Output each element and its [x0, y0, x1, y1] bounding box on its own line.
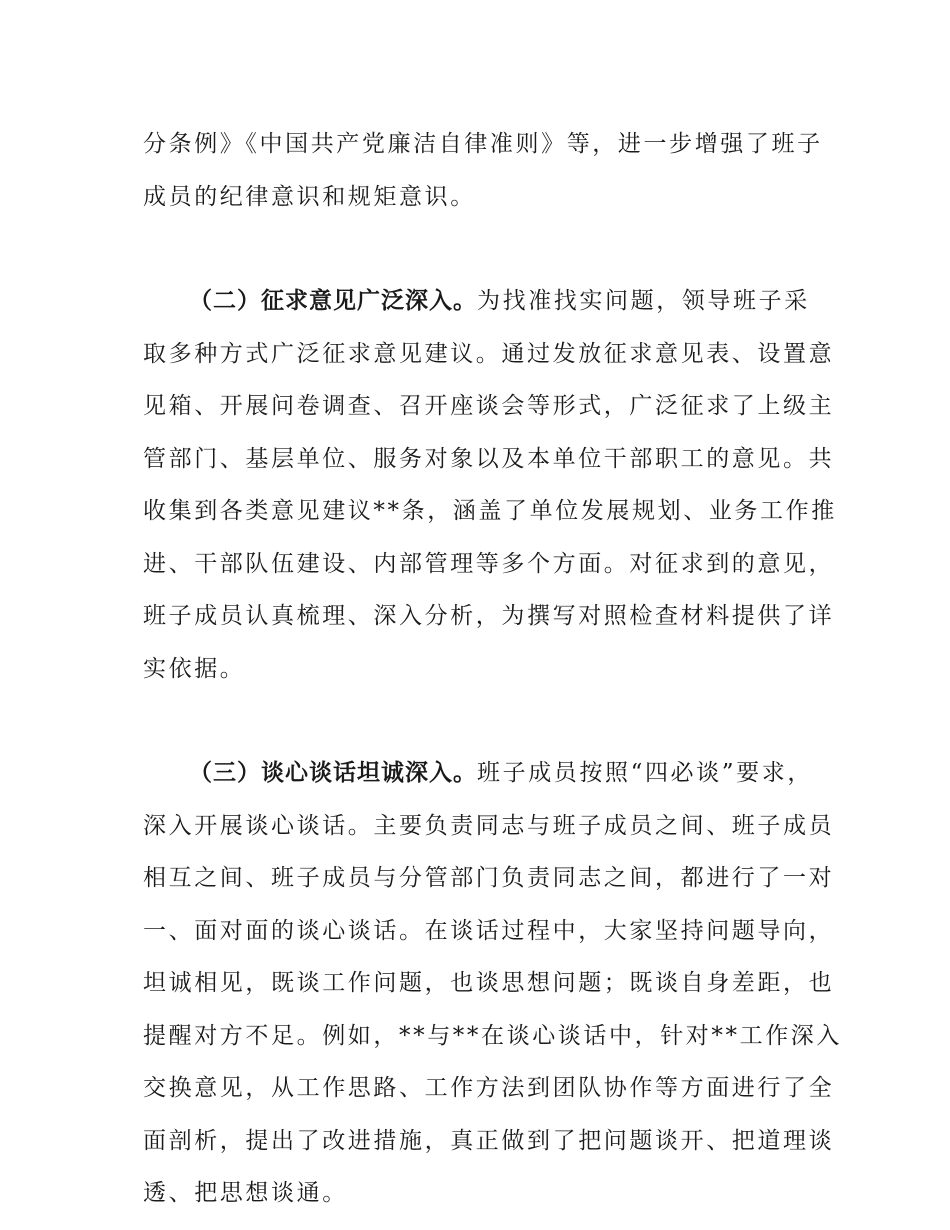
section-heading: （二）征求意见广泛深入。 [189, 288, 477, 314]
text-line: 分条例》《中国共产党廉洁自律准则》等，进一步增强了班子 [143, 131, 823, 157]
text-line: 交换意见，从工作思路、工作方法到团队协作等方面进行了全 [143, 1075, 835, 1101]
text-line: 进、干部队伍建设、内部管理等多个方面。对征求到的意见， [143, 550, 835, 577]
document-body [143, 118, 842, 1220]
text-line: 实依据。 [143, 655, 246, 682]
section-heading: （三）谈心谈话坦诚深入。 [189, 760, 477, 786]
paragraph-gap [143, 223, 823, 275]
paragraph-first-line [143, 747, 823, 800]
text-line: 透、把思想谈通。 [143, 1180, 348, 1206]
text-line: 班子成员认真梳理、深入分析，为撰写对照检查材料提供了详 [143, 603, 835, 629]
text-line: 提醒对方不足。例如，**与**在谈心谈话中，针对**工作深入 [143, 1022, 842, 1049]
text-line: 见箱、开展问卷调查、召开座谈会等形式，广泛征求了上级主 [143, 393, 835, 419]
text-run: 为找准找实问题，领导班子采 [477, 288, 810, 314]
text-line: 深入开展谈心谈话。主要负责同志与班子成员之间、班子成员 [143, 812, 835, 839]
text-line: 收集到各类意见建议**条，涵盖了单位发展规划、业务工作推 [143, 498, 837, 524]
paragraph-continuation [143, 118, 823, 223]
text-run: 班子成员按照“四必谈”要求， [477, 760, 813, 786]
paragraph-section-3 [143, 747, 842, 1220]
text-line: 相互之间、班子成员与分管部门负责同志之间，都进行了一对 [143, 865, 835, 891]
paragraph-gap [143, 695, 823, 747]
text-line: 取多种方式广泛征求意见建议。通过发放征求意见表、设置意 [143, 340, 835, 367]
paragraph-section-2 [143, 275, 837, 695]
paragraph-first-line [143, 275, 823, 328]
text-line: 坦诚相见，既谈工作问题，也谈思想问题；既谈自身差距，也 [143, 970, 835, 996]
text-line: 管部门、基层单位、服务对象以及本单位干部职工的意见。共 [143, 445, 835, 472]
text-line: 面剖析，提出了改进措施，真正做到了把问题谈开、把道理谈 [143, 1127, 835, 1154]
text-line: 一、面对面的谈心谈话。在谈话过程中，大家坚持问题导向， [143, 917, 835, 944]
text-line: 成员的纪律意识和规矩意识。 [143, 183, 476, 210]
